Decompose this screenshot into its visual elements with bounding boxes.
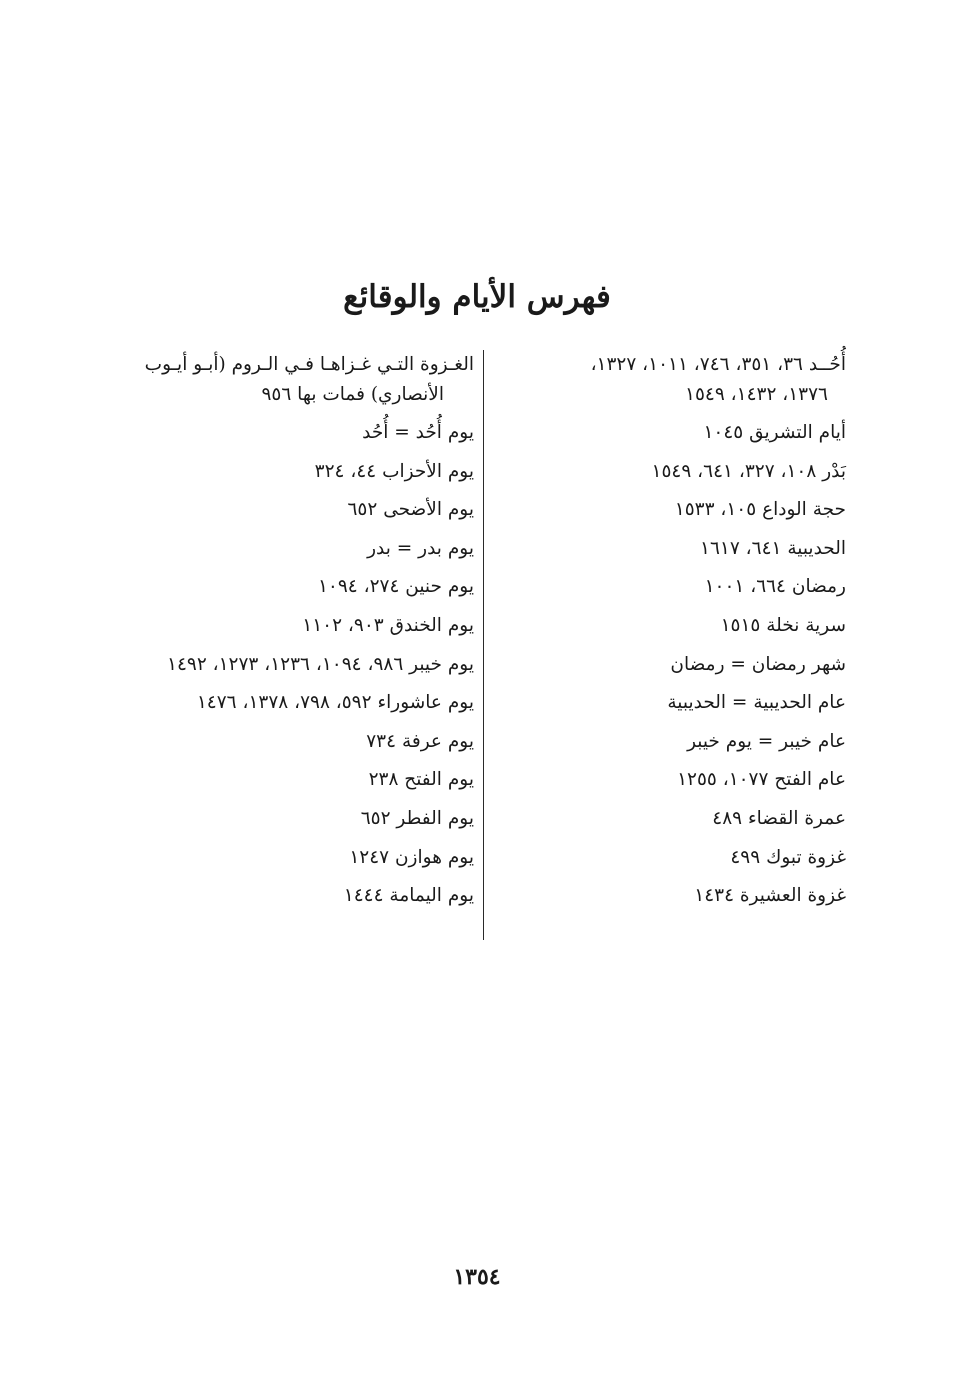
index-column-left xyxy=(119,350,474,916)
index-column-right xyxy=(494,350,846,916)
index-entry: حجة الوداع ١٠٥، ١٥٣٣ xyxy=(674,499,846,521)
index-entry: أيام التشريق ١٠٤٥ xyxy=(703,422,846,443)
index-entry: عام خيبر = يوم خيبر xyxy=(687,730,846,752)
index-entry: سرية نخلة ١٥١٥ xyxy=(720,614,846,636)
index-entry: يوم عاشوراء ٥٩٢، ٧٩٨، ١٣٧٨، ١٤٧٦ xyxy=(196,692,474,714)
index-entry: يوم عرفة ٧٣٤ xyxy=(366,730,474,752)
index-entry: يوم خيبر ٩٨٦، ١٠٩٤، ١٢٣٦، ١٢٧٣، ١٤٩٢ xyxy=(167,653,474,675)
page-title: فهرس الأيام والوقائع xyxy=(343,279,611,315)
index-entry: شهر رمضان = رمضان xyxy=(670,653,846,675)
index-entry: غزوة تبوك ٤٩٩ xyxy=(730,846,846,868)
index-entry: يوم أُحُد = أُحُد xyxy=(362,422,474,443)
column-divider xyxy=(483,350,484,940)
index-entry: يوم اليمامة ١٤٤٤ xyxy=(343,885,474,907)
index-entry: يوم الفتح ٢٣٨ xyxy=(368,769,474,791)
index-entry: يوم حنين ٢٧٤، ١٠٩٤ xyxy=(317,576,474,598)
page-number: ١٣٥٤ xyxy=(453,1264,501,1290)
entry-text: أُحُــد ٣٦، ٣٥١، ٧٤٦، ١٠١١، ١٣٢٧، xyxy=(590,354,846,375)
entry-text: الغـزوة التـي غـزاهـا فـي الـروم (أبـو أيـوب xyxy=(144,354,474,375)
index-entry: عام الحديبية = الحديبية xyxy=(667,692,846,714)
index-entry: عمرة القضاء ٤٨٩ xyxy=(712,807,846,829)
index-entry xyxy=(119,350,474,414)
index-entry: عام الفتح ١٠٧٧، ١٢٥٥ xyxy=(677,769,846,791)
index-entry: رمضان ٦٦٤، ١٠٠١ xyxy=(704,576,846,598)
index-entry: يوم الفطر ٦٥٢ xyxy=(360,807,474,829)
index-entry: يوم الأحزاب ٤٤، ٣٢٤ xyxy=(314,460,474,482)
index-entry: يوم بدر = بدر xyxy=(367,537,474,559)
index-entry: بَدْر ١٠٨، ٣٢٧، ٦٤١، ١٥٤٩ xyxy=(651,460,846,482)
entry-continuation: الأنصاري) فمات بها ٩٥٦ xyxy=(261,384,444,405)
entry-continuation: ١٣٧٦، ١٤٣٢، ١٥٤٩ xyxy=(685,384,828,405)
index-entry: يوم هوازن ١٢٤٧ xyxy=(349,846,474,868)
index-entry: يوم الأضحى ٦٥٢ xyxy=(347,499,474,521)
index-entry: الحديبية ٦٤١، ١٦١٧ xyxy=(700,537,846,559)
index-entry xyxy=(494,350,846,414)
index-entry: غزوة العشيرة ١٤٣٤ xyxy=(694,885,846,907)
index-entry: يوم الخندق ٩٠٣، ١١٠٢ xyxy=(302,614,474,636)
